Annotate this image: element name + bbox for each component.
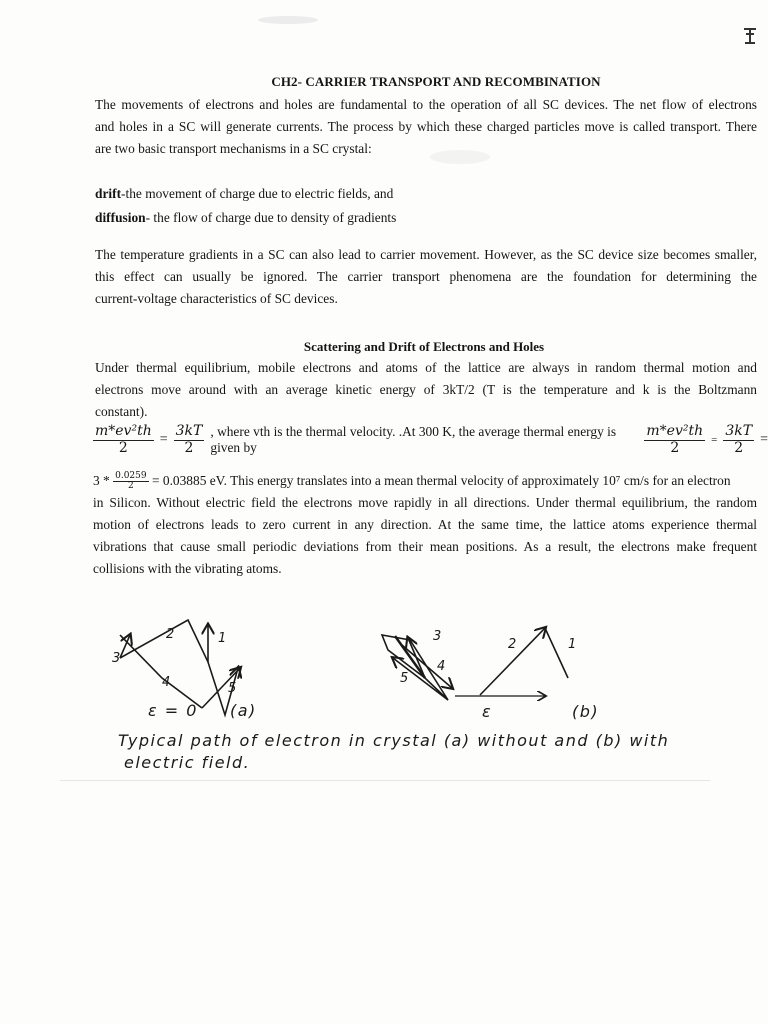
tag-b: (b) [572,702,600,721]
energy-paragraph [93,470,757,580]
section-title: Scattering and Drift of Electrons and Holes [303,339,545,354]
equation-denominator: 2 [184,439,194,456]
intro-paragraph [95,94,757,159]
temperature-line: this effect can usually be ignored. The carrier transport phenomena are the foundation for determining the [95,268,757,284]
path-label: 3 [433,629,442,644]
temperature-line: current-voltage characteristics of SC devices. [95,290,338,306]
small-rhs-fraction [723,424,754,456]
scan-artifact-line [60,780,710,781]
energy-numerator: 0.0259 [115,470,147,481]
path-label: 1 [218,631,227,646]
definition-term: diffusion [95,210,146,225]
page-title: CH2- CARRIER TRANSPORT AND RECOMBINATION [271,74,601,89]
equation-numerator: m*ev²th [646,423,704,440]
equation-rhs-fraction [174,424,205,456]
path-label: 2 [508,637,517,652]
temperature-line: The temperature gradients in a SC can also lead to carrier movement. However, as the SC device size becomes smaller, [95,247,757,262]
temperature-paragraph [95,244,757,309]
page-number-mark [740,26,760,46]
equation-numerator: 3kT [725,423,753,440]
equation-numerator: 3kT [175,423,203,440]
scatter-paragraph [95,357,757,422]
result-line: motion of electrons leads to zero current in any direction. At the same time, the lattice atoms experience thermal [93,517,757,533]
intro-line: The movements of electrons and holes are fundamental to the operation of all SC devices. The net flow of electrons [95,97,757,112]
intro-line: are two basic transport mechanisms in a SC crystal: [95,140,372,156]
definition-drift [95,182,396,206]
intro-line: and holes in a SC will generate currents. The process by which these charged particles move is called transport. There [95,118,757,134]
result-line: collisions with the vibrating atoms. [93,561,282,577]
step-arrow-4 [120,635,202,708]
definition-text: - the flow of charge due to density of gradients [145,210,397,225]
definition-text: -the movement of charge due to electric fields, and [121,186,394,201]
tag-a: (a) [230,701,257,720]
definitions-list [95,182,396,230]
figure-caption-line: electric field. [124,753,251,772]
path-with-field [382,628,576,700]
energy-result: = 0.03885 eV. This energy translates into a mean thermal velocity of approximately 10⁷ cm/s for an electron [151,473,731,488]
equals-sign: = [760,432,768,447]
equation-denominator: 2 [734,439,744,456]
field-label-b: ε [482,702,493,721]
scatter-line: Under thermal equilibrium, mobile electrons and atoms of the lattice are always in random thermal motion and [95,360,757,375]
energy-prefix: 3 * [93,473,110,488]
step-arrow-1 [545,628,568,678]
result-line: in Silicon. Without electric field the electrons move rapidly in all directions. Under thermal equilibrium, the random [93,495,757,511]
energy-line [93,470,757,492]
definition-diffusion [95,206,396,230]
field-label-a: ε = 0 [148,701,198,720]
electron-path-sketch [90,600,760,785]
path-label: 3 [112,651,121,666]
scatter-line: electrons move around with an average kinetic energy of 3kT/2 (T is the temperature and k is the Boltzmann [95,381,757,397]
energy-fraction [113,472,149,493]
path-label: 5 [228,681,237,696]
equals-sign: = [711,434,718,446]
equals-sign: = [159,432,168,447]
scan-artifact [258,16,318,24]
result-line: vibrations that cause small periodic deviations from their mean positions. As a result, the electrons make frequent [93,539,757,555]
path-label: 4 [162,675,171,690]
scatter-line: constant). [95,403,148,419]
definition-term: drift [95,186,122,201]
equation-lhs-fraction [93,424,154,456]
equation-denominator: 2 [118,439,128,456]
electron-path-figure [90,600,760,785]
path-label: 2 [166,627,175,642]
figure-caption-line: Typical path of electron in crystal (a) without and (b) with [118,731,670,750]
small-lhs-fraction [644,424,705,456]
equation-numerator: m*ev²th [95,423,152,440]
kinetic-energy-equation [93,424,768,456]
equation-description: , where vth is the thermal velocity. .At 300 K, the average thermal energy is given by [210,424,617,455]
path-label: 1 [568,637,577,652]
path-label: 5 [400,671,409,686]
path-label: 4 [437,659,446,674]
energy-denominator: 2 [127,481,134,492]
equation-denominator: 2 [670,439,680,456]
